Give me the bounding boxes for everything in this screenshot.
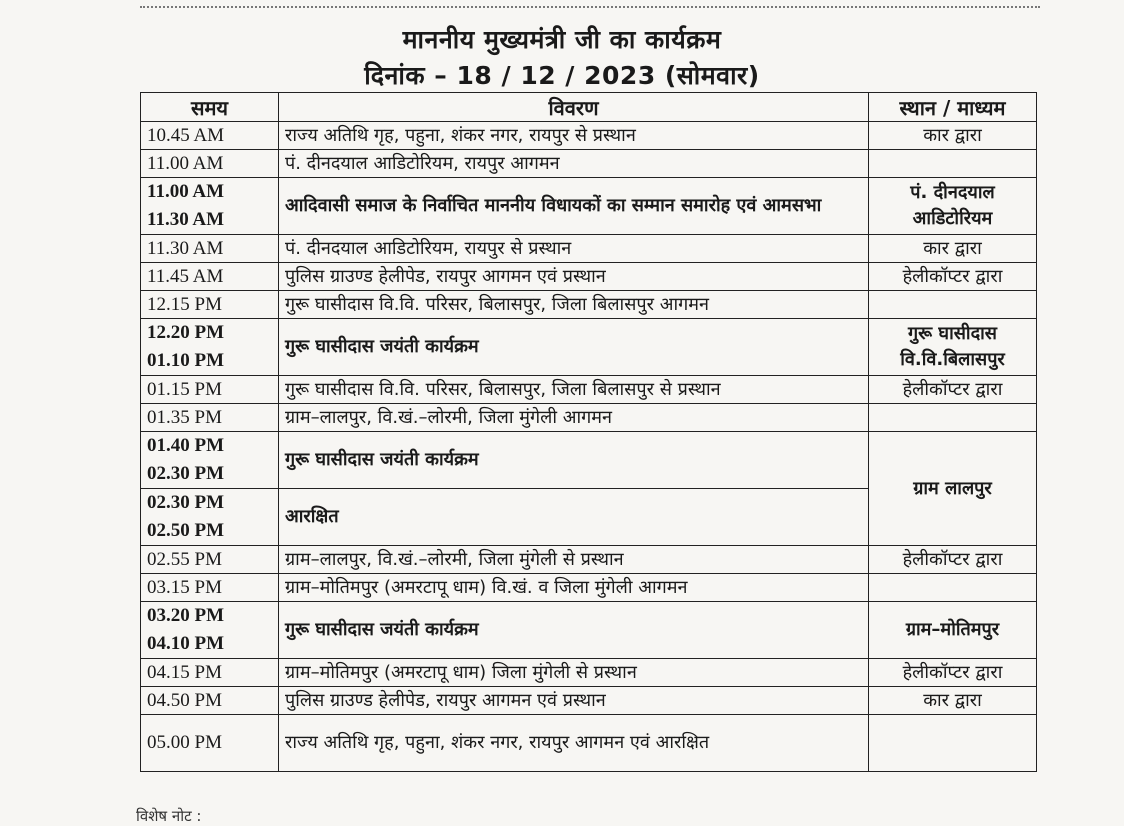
row-place: पं. दीनदयाल आडिटोरियम: [869, 178, 1037, 235]
row-time: 04.15 PM: [141, 659, 279, 687]
row-time: 11.30 AM: [141, 235, 279, 263]
row-time-range: [141, 489, 279, 546]
row-description: पं. दीनदयाल आडिटोरियम, रायपुर से प्रस्थान: [279, 235, 869, 263]
row-time-end: 02.30 PM: [147, 463, 225, 484]
row-time: 11.45 AM: [141, 263, 279, 291]
row-time: 03.15 PM: [141, 574, 279, 602]
row-description: पुलिस ग्राउण्ड हेलीपेड, रायपुर आगमन एवं प्रस्थान: [279, 263, 869, 291]
table-header-row: [141, 93, 1037, 122]
table-row: [141, 546, 1037, 574]
row-place: [869, 715, 1037, 772]
row-description: ग्राम–लालपुर, वि.खं.–लोरमी, जिला मुंगेली आगमन: [279, 404, 869, 432]
row-time: 01.35 PM: [141, 404, 279, 432]
row-place: हेलीकॉप्टर द्वारा: [869, 546, 1037, 574]
table-row: [141, 715, 1037, 772]
column-header-time: समय: [141, 93, 279, 122]
table-row: [141, 432, 1037, 489]
row-description: ग्राम–मोतिमपुर (अमरटापू धाम) जिला मुंगेली से प्रस्थान: [279, 659, 869, 687]
row-place: हेलीकॉप्टर द्वारा: [869, 263, 1037, 291]
table-row: [141, 263, 1037, 291]
row-description: गुरू घासीदास वि.वि. परिसर, बिलासपुर, जिला बिलासपुर आगमन: [279, 291, 869, 319]
table-row: [141, 319, 1037, 376]
row-place: [869, 150, 1037, 178]
row-time-range: [141, 319, 279, 376]
row-description: गुरू घासीदास जयंती कार्यक्रम: [279, 319, 869, 376]
row-description: पुलिस ग्राउण्ड हेलीपेड, रायपुर आगमन एवं प्रस्थान: [279, 687, 869, 715]
table-row: [141, 602, 1037, 659]
row-time: 10.45 AM: [141, 122, 279, 150]
row-time: 01.15 PM: [141, 376, 279, 404]
top-dotted-rule: [140, 6, 1040, 8]
row-description: गुरू घासीदास जयंती कार्यक्रम: [279, 432, 869, 489]
table-row: [141, 659, 1037, 687]
row-time-end: 02.50 PM: [147, 520, 225, 541]
row-time-start: 11.00 AM: [147, 181, 225, 202]
row-place: [869, 404, 1037, 432]
row-time: 11.00 AM: [141, 150, 279, 178]
table-row: [141, 150, 1037, 178]
row-place: गुरू घासीदास वि.वि.बिलासपुर: [869, 319, 1037, 376]
row-place: हेलीकॉप्टर द्वारा: [869, 659, 1037, 687]
row-time-end: 04.10 PM: [147, 633, 225, 654]
schedule-table: [140, 92, 1037, 772]
row-place: कार द्वारा: [869, 122, 1037, 150]
table-row: [141, 376, 1037, 404]
row-description: ग्राम–मोतिमपुर (अमरटापू धाम) वि.खं. व जिला मुंगेली आगमन: [279, 574, 869, 602]
row-description: पं. दीनदयाल आडिटोरियम, रायपुर आगमन: [279, 150, 869, 178]
table-row: [141, 404, 1037, 432]
row-description: ग्राम–लालपुर, वि.खं.–लोरमी, जिला मुंगेली से प्रस्थान: [279, 546, 869, 574]
row-time-start: 03.20 PM: [147, 605, 225, 626]
row-time-end: 01.10 PM: [147, 350, 225, 371]
row-time: 02.55 PM: [141, 546, 279, 574]
schedule-date: दिनांक – 18 / 12 / 2023 (सोमवार): [364, 61, 760, 90]
row-time-end: 11.30 AM: [147, 209, 225, 230]
table-row: [141, 235, 1037, 263]
row-time: 04.50 PM: [141, 687, 279, 715]
row-place: [869, 291, 1037, 319]
row-place: [869, 574, 1037, 602]
row-description: आरक्षित: [279, 489, 869, 546]
table-row: [141, 687, 1037, 715]
row-time-range: [141, 602, 279, 659]
row-time-start: 12.20 PM: [147, 322, 225, 343]
row-description: राज्य अतिथि गृह, पहुना, शंकर नगर, रायपुर आगमन एवं आरक्षित: [279, 715, 869, 772]
row-place: कार द्वारा: [869, 687, 1037, 715]
table-row: [141, 574, 1037, 602]
row-description: राज्य अतिथि गृह, पहुना, शंकर नगर, रायपुर से प्रस्थान: [279, 122, 869, 150]
table-row: [141, 178, 1037, 235]
footnote: विशेष नोट :: [136, 807, 202, 825]
row-description: आदिवासी समाज के निर्वाचित माननीय विधायकों का सम्मान समारोह एवं आमसभा: [279, 178, 869, 235]
column-header-details: विवरण: [279, 93, 869, 122]
row-time-start: 01.40 PM: [147, 435, 225, 456]
table-row: [141, 122, 1037, 150]
row-time-range: [141, 178, 279, 235]
row-place: कार द्वारा: [869, 235, 1037, 263]
column-header-place: स्थान / माध्यम: [869, 93, 1037, 122]
row-time-start: 02.30 PM: [147, 492, 225, 513]
table-row: [141, 291, 1037, 319]
page-title: माननीय मुख्यमंत्री जी का कार्यक्रम: [402, 25, 722, 54]
row-place: हेलीकॉप्टर द्वारा: [869, 376, 1037, 404]
row-time: 05.00 PM: [141, 715, 279, 772]
row-place: ग्राम लालपुर: [869, 432, 1037, 546]
row-time: 12.15 PM: [141, 291, 279, 319]
row-place: ग्राम–मोतिमपुर: [869, 602, 1037, 659]
row-description: गुरू घासीदास जयंती कार्यक्रम: [279, 602, 869, 659]
row-time-range: [141, 432, 279, 489]
row-description: गुरू घासीदास वि.वि. परिसर, बिलासपुर, जिला बिलासपुर से प्रस्थान: [279, 376, 869, 404]
